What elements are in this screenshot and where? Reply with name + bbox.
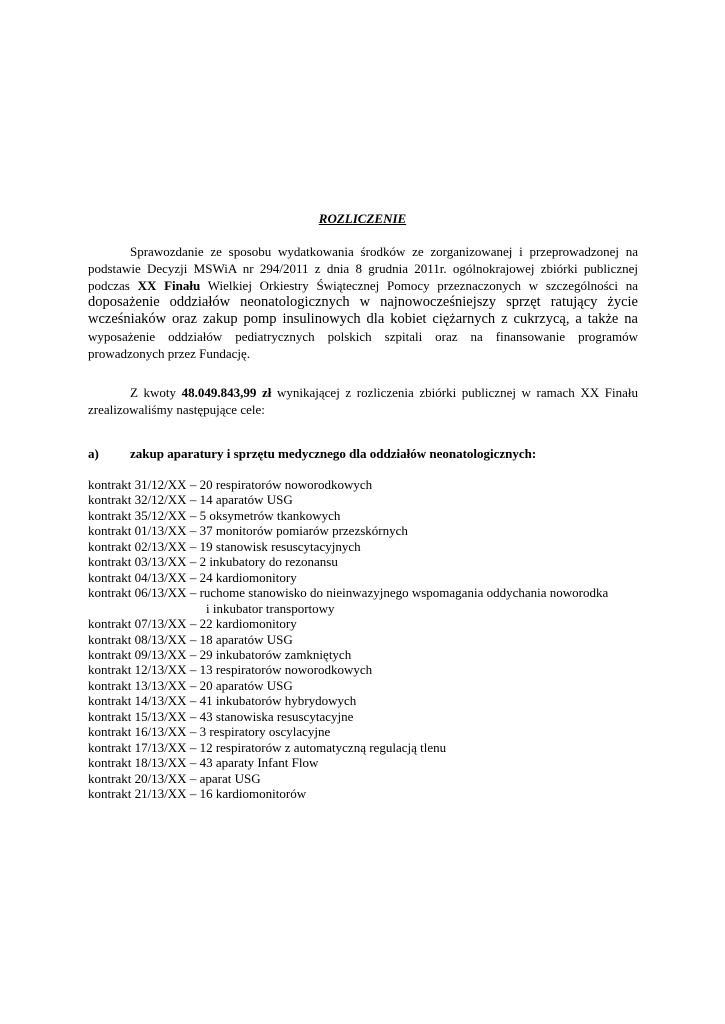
- contract-item: [88, 554, 608, 569]
- contract-text: kontrakt 14/13/XX – 41 inkubatorów hybrydowych: [88, 693, 357, 709]
- contract-text: kontrakt 03/13/XX – 2 inkubatory do rezonansu: [88, 554, 338, 570]
- contract-item: [88, 570, 608, 585]
- contract-continuation: i inkubator transportowy: [206, 600, 335, 616]
- contract-item: [88, 724, 608, 739]
- contract-text: kontrakt 17/13/XX – 12 respiratorów z automatyczną regulacją tlenu: [88, 739, 447, 755]
- contract-text: kontrakt 16/13/XX – 3 respiratory oscylacyjne: [88, 724, 331, 740]
- amount-text: wynikającej z rozliczenia zbiórki publicznej w ramach XX Finału: [277, 385, 638, 400]
- intro-text: Wielkiej Orkiestry Świątecznej Pomocy przeznaczonych w szczególności na: [207, 278, 639, 293]
- intro-line: wyposażenie oddziałów pediatrycznych polskich szpitali oraz na finansowanie programów: [88, 329, 638, 344]
- amount-paragraph: [88, 384, 638, 418]
- amount-line: [88, 384, 638, 401]
- section-title: zakup aparatury i sprzętu medycznego dla oddziałów neonatologicznych:: [130, 446, 537, 461]
- contract-text: kontrakt 08/13/XX – 18 aparatów USG: [88, 631, 293, 647]
- contract-text: kontrakt 07/13/XX – 22 kardiomonitory: [88, 616, 297, 632]
- contract-item: [88, 616, 608, 631]
- contract-item: [88, 662, 608, 677]
- contract-text: kontrakt 31/12/XX – 20 respiratorów noworodkowych: [88, 477, 373, 492]
- contract-item: [88, 786, 608, 801]
- contract-item: [88, 523, 608, 538]
- contract-list: [88, 477, 608, 802]
- contract-item: [88, 647, 608, 662]
- contract-item: [88, 632, 608, 647]
- contract-text: kontrakt 18/13/XX – 43 aparaty Infant Flow: [88, 755, 319, 771]
- contract-item: [88, 693, 608, 708]
- contract-item: [88, 755, 608, 770]
- contract-item: [88, 477, 608, 492]
- total-amount: 48.049.843,99 zł: [181, 385, 272, 400]
- contract-text: kontrakt 06/13/XX – ruchome stanowisko do nieinwazyjnego wspomagania oddychania noworodka: [88, 585, 609, 601]
- contract-text: kontrakt 35/12/XX – 5 oksymetrów tkankowych: [88, 507, 341, 523]
- contract-item: [88, 585, 608, 616]
- contract-text: kontrakt 12/13/XX – 13 respiratorów noworodkowych: [88, 662, 373, 678]
- amount-text: Z kwoty: [130, 385, 177, 400]
- contract-item: [88, 508, 608, 523]
- contract-item: [88, 492, 608, 507]
- contract-text: kontrakt 20/13/XX – aparat USG: [88, 770, 261, 786]
- contract-item: [88, 678, 608, 693]
- final-name: XX Finału: [137, 278, 201, 293]
- contract-item: [88, 709, 608, 724]
- intro-line: doposażenie oddziałów neonatologicznych w najnowocześniejszy sprzęt ratujący życie: [88, 294, 638, 310]
- contract-text: kontrakt 32/12/XX – 14 aparatów USG: [88, 492, 293, 508]
- contract-text: kontrakt 01/13/XX – 37 monitorów pomiarów przezskórnych: [88, 523, 408, 539]
- contract-text: kontrakt 13/13/XX – 20 aparatów USG: [88, 677, 293, 693]
- intro-paragraph: [88, 243, 638, 362]
- intro-line: Sprawozdanie ze sposobu wydatkowania środków ze zorganizowanej i przeprowadzonej na: [130, 244, 638, 259]
- amount-line: zrealizowaliśmy następujące cele:: [88, 402, 265, 417]
- contract-text: kontrakt 21/13/XX – 16 kardiomonitorów: [88, 786, 307, 802]
- contract-text: kontrakt 04/13/XX – 24 kardiomonitory: [88, 569, 297, 585]
- contract-text: kontrakt 09/13/XX – 29 inkubatorów zamkniętych: [88, 646, 352, 662]
- contract-item: [88, 771, 608, 786]
- section-a-heading: [88, 446, 536, 462]
- intro-line: prowadzonych przez Fundację.: [88, 346, 251, 361]
- intro-text: podczas: [88, 278, 130, 293]
- contract-item: [88, 740, 608, 755]
- intro-line: wcześniaków oraz zakup pomp insulinowych dla kobiet ciężarnych z cukrzycą, a także na: [88, 311, 638, 327]
- intro-line: [88, 277, 638, 294]
- contract-text: kontrakt 02/13/XX – 19 stanowisk resuscytacyjnych: [88, 538, 361, 554]
- document-title: ROZLICZENIE: [318, 211, 407, 226]
- section-marker: a): [88, 446, 99, 461]
- contract-text: kontrakt 15/13/XX – 43 stanowiska resuscytacyjne: [88, 708, 354, 724]
- intro-line: podstawie Decyzji MSWiA nr 294/2011 z dnia 8 grudnia 2011r. ogólnokrajowej zbiórki publicznej: [88, 261, 638, 276]
- contract-item: [88, 539, 608, 554]
